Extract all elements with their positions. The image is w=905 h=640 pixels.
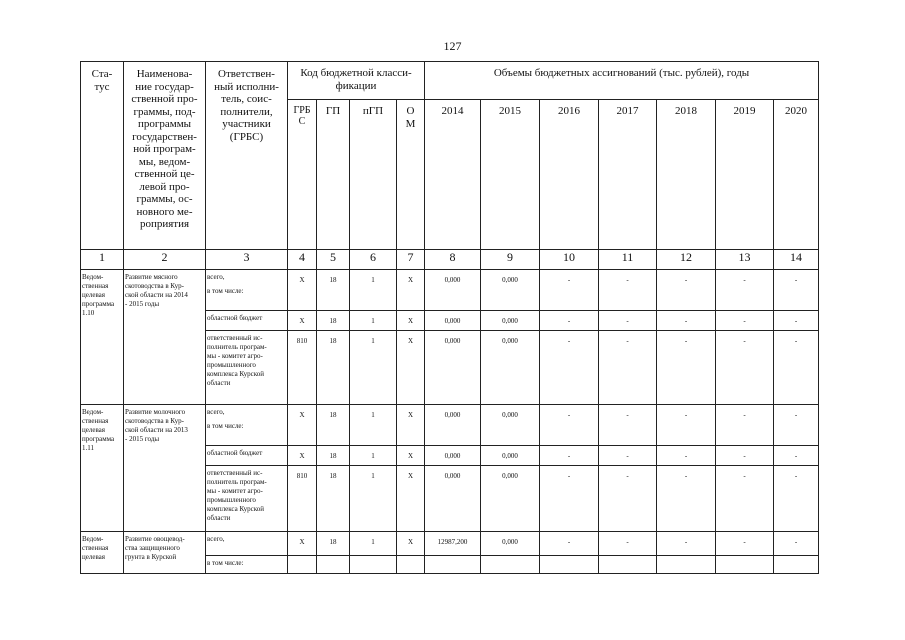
amount-cell: - bbox=[774, 331, 819, 405]
amount-cell: 0,000 bbox=[425, 270, 481, 311]
responsible-subtext: в том числе: bbox=[207, 422, 244, 430]
amount-cell: - bbox=[657, 311, 716, 331]
amount-cell: 12987,200 bbox=[425, 532, 481, 556]
column-number: 14 bbox=[774, 250, 819, 270]
code-cell: X bbox=[397, 331, 425, 405]
amount-cell: 0,000 bbox=[481, 446, 540, 466]
code-cell: X bbox=[288, 405, 317, 446]
responsible-cell bbox=[206, 311, 288, 331]
table-row bbox=[81, 532, 819, 556]
column-number: 4 bbox=[288, 250, 317, 270]
amount-cell: - bbox=[599, 466, 657, 532]
amount-cell: - bbox=[716, 311, 774, 331]
header-year: 2019 bbox=[716, 100, 774, 250]
amount-cell: - bbox=[657, 270, 716, 311]
amount-cell: - bbox=[657, 446, 716, 466]
amount-cell: 0,000 bbox=[425, 405, 481, 446]
code-cell: 1 bbox=[350, 270, 397, 311]
amount-cell: - bbox=[774, 405, 819, 446]
code-cell: 18 bbox=[317, 532, 350, 556]
code-cell: X bbox=[397, 446, 425, 466]
column-number: 2 bbox=[124, 250, 206, 270]
code-cell: 18 bbox=[317, 270, 350, 311]
amount-cell bbox=[481, 556, 540, 574]
amount-cell: - bbox=[599, 331, 657, 405]
program-name: Развитие овощевод- ства защищенного грунта в Курской bbox=[124, 532, 206, 574]
amount-cell: - bbox=[599, 446, 657, 466]
column-number: 10 bbox=[540, 250, 599, 270]
amount-cell: - bbox=[599, 405, 657, 446]
responsible-cell bbox=[206, 405, 288, 446]
header-status: Ста- тус bbox=[81, 62, 124, 250]
responsible-cell bbox=[206, 556, 288, 574]
amount-cell: - bbox=[540, 532, 599, 556]
amount-cell: - bbox=[774, 466, 819, 532]
responsible-cell bbox=[206, 466, 288, 532]
amount-cell bbox=[540, 556, 599, 574]
column-number: 1 bbox=[81, 250, 124, 270]
amount-cell: - bbox=[540, 270, 599, 311]
code-cell: X bbox=[397, 311, 425, 331]
responsible-subtext: в том числе: bbox=[207, 287, 244, 295]
header-year: 2017 bbox=[599, 100, 657, 250]
code-cell: X bbox=[288, 270, 317, 311]
code-cell bbox=[288, 556, 317, 574]
code-cell: 18 bbox=[317, 446, 350, 466]
responsible-cell bbox=[206, 331, 288, 405]
amount-cell: 0,000 bbox=[481, 311, 540, 331]
amount-cell: - bbox=[657, 466, 716, 532]
amount-cell: - bbox=[657, 405, 716, 446]
amount-cell: - bbox=[716, 405, 774, 446]
amount-cell: - bbox=[774, 446, 819, 466]
code-cell: 1 bbox=[350, 331, 397, 405]
budget-table bbox=[80, 61, 819, 574]
amount-cell: - bbox=[716, 446, 774, 466]
program-status: Ведом- ственная целевая программа 1.10 bbox=[81, 270, 124, 405]
responsible-text: областной бюджет bbox=[207, 449, 263, 457]
column-number: 3 bbox=[206, 250, 288, 270]
responsible-text: областной бюджет bbox=[207, 314, 263, 322]
amount-cell: - bbox=[540, 331, 599, 405]
header-name: Наименова- ние государ- ственной про- граммы, под- программы государствен- ной програм- мы, ведом- ственной це- левой про- граммы, ос- новного ме- роприятия bbox=[124, 62, 206, 250]
amount-cell bbox=[716, 556, 774, 574]
code-cell: 1 bbox=[350, 405, 397, 446]
code-cell: 1 bbox=[350, 311, 397, 331]
amount-cell: - bbox=[540, 311, 599, 331]
table-body bbox=[81, 270, 819, 574]
responsible-text: всего, bbox=[207, 273, 225, 281]
amount-cell: 0,000 bbox=[481, 270, 540, 311]
amount-cell: - bbox=[599, 532, 657, 556]
program-status: Ведом- ственная целевая bbox=[81, 532, 124, 574]
program-name: Развитие молочного скотоводства в Кур- ской области на 2013 - 2015 годы bbox=[124, 405, 206, 532]
header-budget-volume: Объемы бюджетных ассигнований (тыс. рублей), годы bbox=[425, 62, 819, 100]
responsible-text: в том числе: bbox=[207, 559, 244, 567]
amount-cell bbox=[425, 556, 481, 574]
code-cell: 18 bbox=[317, 466, 350, 532]
code-cell: X bbox=[288, 446, 317, 466]
amount-cell bbox=[657, 556, 716, 574]
responsible-text: ответственный ис- полнитель програм- мы - комитет агро- промышленного комплекса Курской области bbox=[207, 334, 267, 387]
amount-cell: - bbox=[716, 532, 774, 556]
column-number: 11 bbox=[599, 250, 657, 270]
header-year: 2015 bbox=[481, 100, 540, 250]
table-row bbox=[81, 405, 819, 446]
column-number: 7 bbox=[397, 250, 425, 270]
amount-cell: 0,000 bbox=[481, 405, 540, 446]
amount-cell: - bbox=[540, 466, 599, 532]
code-cell: X bbox=[397, 270, 425, 311]
amount-cell: 0,000 bbox=[481, 331, 540, 405]
code-cell: 810 bbox=[288, 331, 317, 405]
code-cell: 810 bbox=[288, 466, 317, 532]
program-status: Ведом- ственная целевая программа 1.11 bbox=[81, 405, 124, 532]
amount-cell: 0,000 bbox=[425, 466, 481, 532]
code-cell: X bbox=[397, 466, 425, 532]
amount-cell: - bbox=[657, 532, 716, 556]
amount-cell: - bbox=[716, 466, 774, 532]
header-grbs: ГРБ С bbox=[288, 100, 317, 250]
column-number: 13 bbox=[716, 250, 774, 270]
header-year: 2014 bbox=[425, 100, 481, 250]
column-number: 12 bbox=[657, 250, 716, 270]
code-cell: 18 bbox=[317, 405, 350, 446]
amount-cell: - bbox=[599, 270, 657, 311]
header-pgp: пГП bbox=[350, 100, 397, 250]
header-om: О М bbox=[397, 100, 425, 250]
header-year: 2018 bbox=[657, 100, 716, 250]
code-cell: X bbox=[397, 532, 425, 556]
header-gp: ГП bbox=[317, 100, 350, 250]
amount-cell: - bbox=[774, 532, 819, 556]
code-cell bbox=[350, 556, 397, 574]
amount-cell bbox=[774, 556, 819, 574]
column-number: 9 bbox=[481, 250, 540, 270]
program-name: Развитие мясного скотоводства в Кур- ской области на 2014 - 2015 годы bbox=[124, 270, 206, 405]
responsible-text: всего, bbox=[207, 408, 225, 416]
responsible-text: всего, bbox=[207, 535, 225, 543]
code-cell: X bbox=[288, 532, 317, 556]
column-number: 6 bbox=[350, 250, 397, 270]
table-row bbox=[81, 270, 819, 311]
amount-cell bbox=[599, 556, 657, 574]
amount-cell: 0,000 bbox=[481, 532, 540, 556]
column-number: 5 bbox=[317, 250, 350, 270]
page-number: 127 bbox=[443, 39, 462, 53]
code-cell: 1 bbox=[350, 466, 397, 532]
amount-cell: - bbox=[599, 311, 657, 331]
responsible-text: ответственный ис- полнитель програм- мы - комитет агро- промышленного комплекса Курской области bbox=[207, 469, 267, 522]
header-responsible: Ответствен- ный исполни- тель, соис- полнители, участники (ГРБС) bbox=[206, 62, 288, 250]
amount-cell: 0,000 bbox=[425, 331, 481, 405]
amount-cell: 0,000 bbox=[481, 466, 540, 532]
code-cell: 18 bbox=[317, 311, 350, 331]
code-cell: X bbox=[397, 405, 425, 446]
responsible-cell bbox=[206, 446, 288, 466]
code-cell bbox=[317, 556, 350, 574]
header-year: 2020 bbox=[774, 100, 819, 250]
code-cell: X bbox=[288, 311, 317, 331]
column-number-row bbox=[81, 250, 819, 270]
responsible-cell bbox=[206, 532, 288, 556]
code-cell bbox=[397, 556, 425, 574]
amount-cell: - bbox=[716, 270, 774, 311]
code-cell: 1 bbox=[350, 446, 397, 466]
amount-cell: - bbox=[540, 446, 599, 466]
responsible-cell bbox=[206, 270, 288, 311]
amount-cell: 0,000 bbox=[425, 311, 481, 331]
column-number: 8 bbox=[425, 250, 481, 270]
header-budget-code: Код бюджетной класси- фикации bbox=[288, 62, 425, 100]
amount-cell: - bbox=[774, 270, 819, 311]
code-cell: 18 bbox=[317, 331, 350, 405]
amount-cell: - bbox=[716, 331, 774, 405]
amount-cell: - bbox=[540, 405, 599, 446]
code-cell: 1 bbox=[350, 532, 397, 556]
amount-cell: - bbox=[657, 331, 716, 405]
amount-cell: - bbox=[774, 311, 819, 331]
amount-cell: 0,000 bbox=[425, 446, 481, 466]
header-year: 2016 bbox=[540, 100, 599, 250]
